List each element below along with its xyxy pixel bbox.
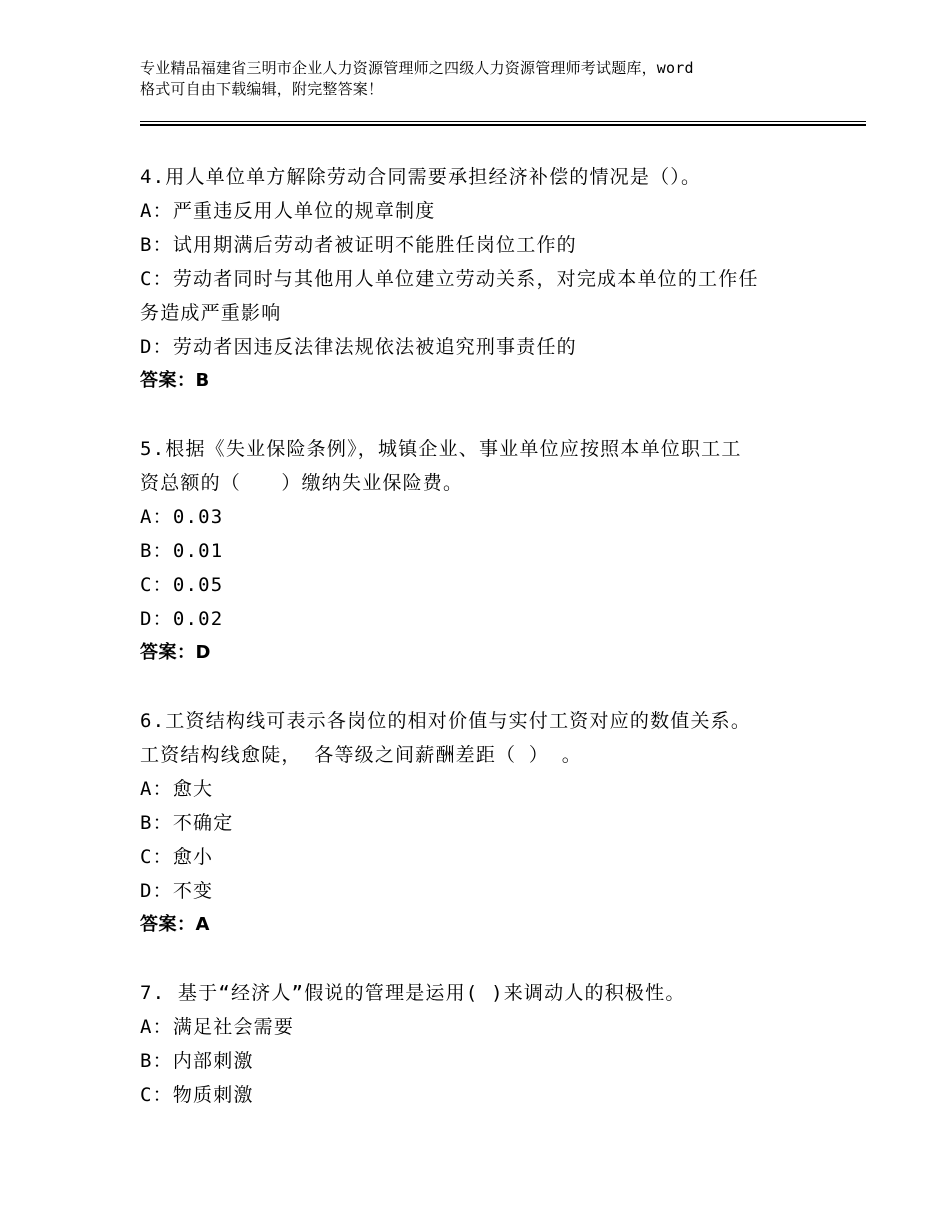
header-line-1: 专业精品福建省三明市企业人力资源管理师之四级人力资源管理师考试题库，word xyxy=(140,59,694,77)
option-c: C：劳动者同时与其他用人单位建立劳动关系，对完成本单位的工作任 xyxy=(140,268,759,290)
question-stem: 7. 基于“经济人”假说的管理是运用( )来调动人的积极性。 xyxy=(140,982,686,1004)
document-header xyxy=(140,58,840,100)
question-stem: 4.用人单位单方解除劳动合同需要承担经济补偿的情况是（）。 xyxy=(140,166,702,188)
option-b: B：内部刺激 xyxy=(140,1050,254,1072)
question-stem: 6.工资结构线可表示各岗位的相对价值与实付工资对应的数值关系。 xyxy=(140,710,752,732)
option-a: A：0.03 xyxy=(140,506,224,528)
option-d: D：不变 xyxy=(140,880,214,902)
option-c: C：物质刺激 xyxy=(140,1084,254,1106)
answer-label: 答案：D xyxy=(140,642,211,663)
header-rule-thin xyxy=(140,121,866,122)
option-c: C：愈小 xyxy=(140,846,214,868)
question-stem-continued: 资总额的（ ）缴纳失业保险费。 xyxy=(140,472,464,494)
option-b: B：不确定 xyxy=(140,812,234,834)
answer-label: 答案：A xyxy=(140,914,210,935)
option-c: C：0.05 xyxy=(140,574,224,596)
question-stem-continued: 工资结构线愈陡， 各等级之间薪酬差距（ ） 。 xyxy=(140,744,582,766)
question-stem: 5.根据《失业保险条例》，城镇企业、事业单位应按照本单位职工工 xyxy=(140,438,742,460)
option-a: A：严重违反用人单位的规章制度 xyxy=(140,200,436,222)
option-c-continued: 务造成严重影响 xyxy=(140,302,282,324)
question-list xyxy=(140,160,840,1146)
question-4 xyxy=(140,160,840,398)
option-d: D：0.02 xyxy=(140,608,224,630)
header-line-2: 格式可自由下载编辑，附完整答案！ xyxy=(140,80,384,98)
option-b: B：0.01 xyxy=(140,540,224,562)
question-6 xyxy=(140,704,840,942)
option-a: A：满足社会需要 xyxy=(140,1016,295,1038)
option-d: D：劳动者因违反法律法规依法被追究刑事责任的 xyxy=(140,336,577,358)
answer-label: 答案：B xyxy=(140,370,210,391)
header-rule-thick xyxy=(140,124,866,126)
question-5 xyxy=(140,432,840,670)
option-b: B：试用期满后劳动者被证明不能胜任岗位工作的 xyxy=(140,234,577,256)
option-a: A：愈大 xyxy=(140,778,214,800)
question-7 xyxy=(140,976,840,1112)
